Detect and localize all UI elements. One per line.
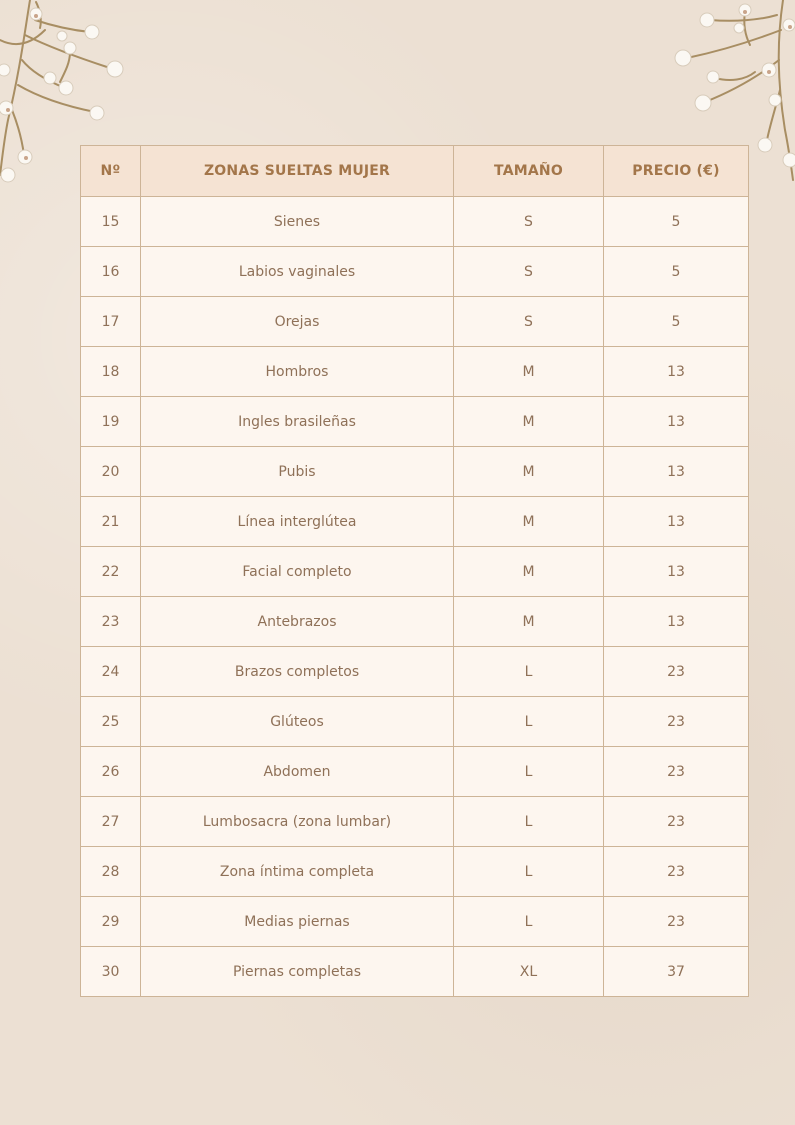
cell-num: 30	[81, 947, 141, 997]
cell-price: 13	[604, 447, 749, 497]
table-row	[81, 947, 749, 997]
table-row	[81, 597, 749, 647]
cell-price: 5	[604, 297, 749, 347]
cell-price: 13	[604, 547, 749, 597]
header-price: PRECIO (€)	[604, 146, 749, 197]
cell-size: L	[454, 747, 604, 797]
cell-num: 20	[81, 447, 141, 497]
cell-price: 5	[604, 197, 749, 247]
cell-price: 13	[604, 597, 749, 647]
cell-num: 29	[81, 897, 141, 947]
cell-zone: Antebrazos	[141, 597, 454, 647]
cell-price: 13	[604, 347, 749, 397]
cell-price: 23	[604, 747, 749, 797]
cell-num: 17	[81, 297, 141, 347]
header-num: Nº	[81, 146, 141, 197]
cell-size: M	[454, 597, 604, 647]
cell-size: L	[454, 897, 604, 947]
table-row	[81, 797, 749, 847]
cell-size: L	[454, 647, 604, 697]
cell-zone: Facial completo	[141, 547, 454, 597]
cell-num: 26	[81, 747, 141, 797]
table-row	[81, 547, 749, 597]
cell-price: 23	[604, 897, 749, 947]
cell-zone: Ingles brasileñas	[141, 397, 454, 447]
cell-size: M	[454, 347, 604, 397]
cell-num: 18	[81, 347, 141, 397]
cell-zone: Sienes	[141, 197, 454, 247]
cell-price: 23	[604, 847, 749, 897]
header-size: TAMAÑO	[454, 146, 604, 197]
table-row	[81, 197, 749, 247]
table-row	[81, 247, 749, 297]
price-table	[80, 145, 749, 997]
cell-price: 13	[604, 397, 749, 447]
table-row	[81, 697, 749, 747]
cell-size: M	[454, 447, 604, 497]
table-row	[81, 397, 749, 447]
cell-num: 16	[81, 247, 141, 297]
cell-zone: Pubis	[141, 447, 454, 497]
cell-price: 23	[604, 647, 749, 697]
cell-zone: Brazos completos	[141, 647, 454, 697]
cell-num: 19	[81, 397, 141, 447]
cell-size: S	[454, 197, 604, 247]
cell-size: S	[454, 297, 604, 347]
cell-zone: Zona íntima completa	[141, 847, 454, 897]
cell-num: 24	[81, 647, 141, 697]
cell-zone: Labios vaginales	[141, 247, 454, 297]
table-header-row	[81, 146, 749, 197]
cell-price: 37	[604, 947, 749, 997]
cell-num: 21	[81, 497, 141, 547]
cell-num: 23	[81, 597, 141, 647]
header-zone: ZONAS SUELTAS MUJER	[141, 146, 454, 197]
cell-size: XL	[454, 947, 604, 997]
cell-size: M	[454, 497, 604, 547]
table-row	[81, 447, 749, 497]
cell-num: 15	[81, 197, 141, 247]
table-row	[81, 897, 749, 947]
cell-size: S	[454, 247, 604, 297]
table-row	[81, 847, 749, 897]
cell-size: M	[454, 547, 604, 597]
cell-zone: Piernas completas	[141, 947, 454, 997]
cell-num: 28	[81, 847, 141, 897]
table-row	[81, 747, 749, 797]
cell-size: L	[454, 797, 604, 847]
cell-zone: Hombros	[141, 347, 454, 397]
cell-size: L	[454, 697, 604, 747]
cell-zone: Lumbosacra (zona lumbar)	[141, 797, 454, 847]
cell-zone: Abdomen	[141, 747, 454, 797]
table-row	[81, 347, 749, 397]
table-row	[81, 497, 749, 547]
cell-zone: Medias piernas	[141, 897, 454, 947]
cell-zone: Línea interglútea	[141, 497, 454, 547]
table-row	[81, 297, 749, 347]
cell-price: 5	[604, 247, 749, 297]
cell-num: 22	[81, 547, 141, 597]
cell-zone: Glúteos	[141, 697, 454, 747]
table-row	[81, 647, 749, 697]
cell-price: 23	[604, 797, 749, 847]
cell-size: L	[454, 847, 604, 897]
cell-price: 13	[604, 497, 749, 547]
cell-size: M	[454, 397, 604, 447]
cell-num: 27	[81, 797, 141, 847]
cell-zone: Orejas	[141, 297, 454, 347]
cell-num: 25	[81, 697, 141, 747]
cell-price: 23	[604, 697, 749, 747]
